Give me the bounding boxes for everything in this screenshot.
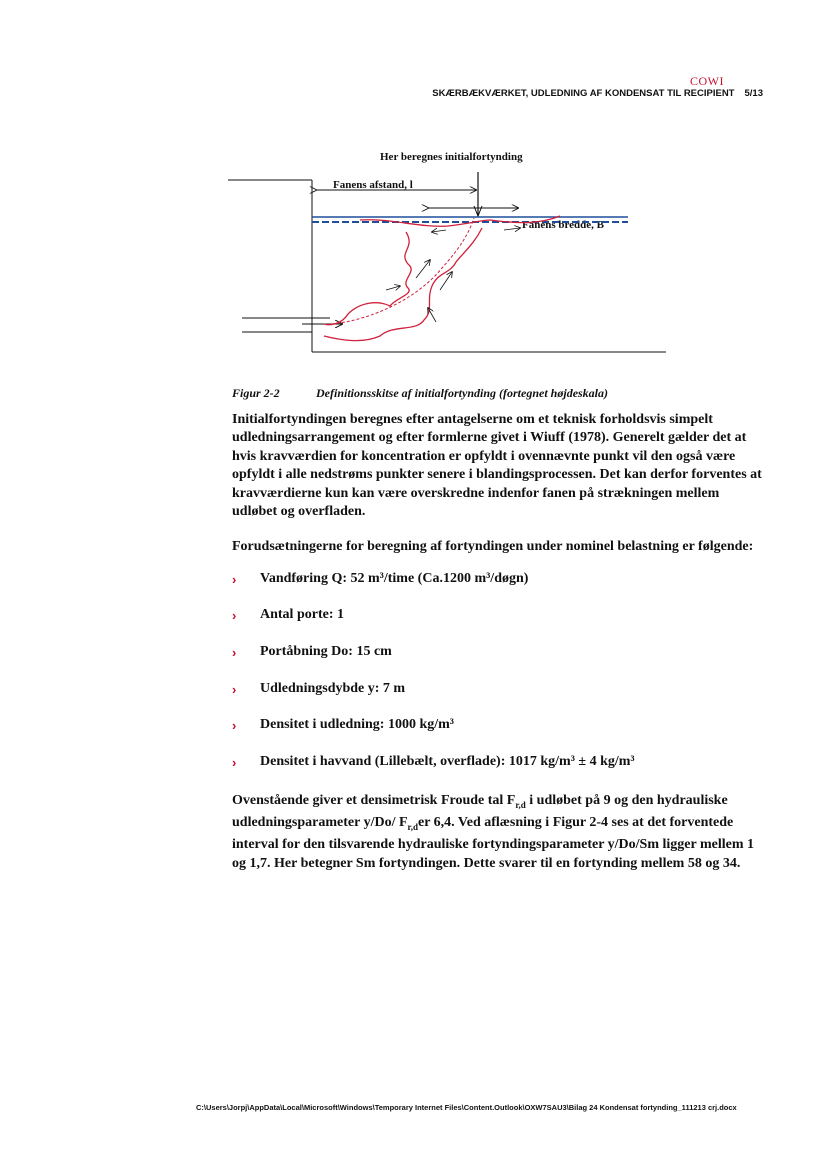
page-header xyxy=(432,88,763,99)
bullet-arrow-icon: › xyxy=(232,718,237,733)
page-number: 5/13 xyxy=(744,88,763,99)
entrainment-arrow-bottom xyxy=(428,308,436,322)
document-title: SKÆRBÆKVÆRKET, UDLEDNING AF KONDENSAT TIL RECIPIENT xyxy=(432,88,735,99)
results-paragraph: Ovenstående giver et densimetrisk Froude tal $F_{r,d}$ i udløbet på 9 og den hydrauliske udledningsparameter y/Do/ $F_{r,d}er$ 6,4. Ved aflæsning i Figur 2-4 ses at det forventede interval for den tilsvarende hydrauliske fortyndingsparameter y/Do/Sm ligger mellem 1 og 1,7. Her betegner Sm fortyndingen. Dette svarer til en fortynding mellem 58 og 34. xyxy=(232,793,754,871)
label-plume-distance: Fanens afstand, l xyxy=(333,179,413,191)
spreading-arrow-right xyxy=(504,228,520,230)
plume-right-edge xyxy=(324,228,482,341)
bullet-arrow-icon: › xyxy=(232,608,237,623)
entrainment-arrow-left xyxy=(386,286,400,290)
bullet-arrow-icon: › xyxy=(232,755,237,770)
figure-caption-text: Definitionsskitse af initialfortynding (fortegnet højdeskala) xyxy=(316,386,609,400)
bullet-arrow-icon: › xyxy=(232,645,237,660)
figure-label: Figur 2-2 xyxy=(232,386,280,400)
figure-caption xyxy=(232,386,608,401)
cowi-logo: COWI xyxy=(690,74,724,88)
label-plume-width: Fanens bredde, B xyxy=(522,219,605,231)
label-initial-dilution: Her beregnes initialfortynding xyxy=(380,151,523,163)
file-path-footer: C:\Users\Jorpj\AppData\Local\Microsoft\Windows\Temporary Internet Files\Content.Outlook\OXW7SAU3\Bilag 24 Kondensat fortynding_111213 crj.docx xyxy=(196,1103,737,1112)
dilution-definition-sketch xyxy=(220,140,690,370)
plume-left-edge xyxy=(324,232,411,325)
plume-centerline xyxy=(332,218,474,324)
bullet-arrow-icon: › xyxy=(232,572,237,587)
assumptions-intro: Forudsætningerne for beregning af fortyndingen under nominel belastning er følgende: xyxy=(232,539,754,554)
bullet-arrow-icon: › xyxy=(232,682,237,697)
body-paragraph: Initialfortyndingen beregnes efter antagelserne om et teknisk forholdsvis simpelt udledningsarrangement og efter formlerne givet i Wiuff (1978). Generelt gælder det at hvis kravværdien for koncentration er opfyldt i ovennævnte punkt vil den også være opfyldt i alle nedstrøms punkter senere i blandingsprocessen. Det kan derfor forventes at kravværdierne kun kan være overskredne indenfor fanen på strækningen mellem udløbet og overfladen. xyxy=(232,412,762,520)
spreading-arrow-left xyxy=(432,230,446,232)
sketch-svg xyxy=(220,140,690,370)
rising-flow-arrow-1 xyxy=(416,260,430,278)
